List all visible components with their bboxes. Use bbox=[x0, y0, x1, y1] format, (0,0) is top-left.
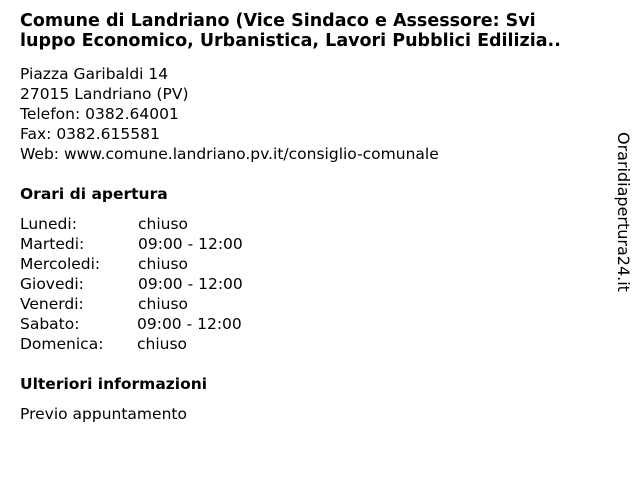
page-title-line-2: luppo Economico, Urbanistica, Lavori Pubblici Edilizia.. bbox=[20, 31, 561, 51]
hours-time: 09:00 - 12:00 bbox=[137, 315, 242, 333]
hours-day: Mercoledi: bbox=[20, 255, 101, 273]
address-web: Web: www.comune.landriano.pv.it/consiglio-comunale bbox=[20, 145, 439, 163]
hours-time: 09:00 - 12:00 bbox=[138, 275, 243, 293]
address-phone: Telefon: 0382.64001 bbox=[20, 105, 179, 123]
hours-day: Lunedi: bbox=[20, 215, 77, 233]
address-fax: Fax: 0382.615581 bbox=[20, 125, 160, 143]
address-city: 27015 Landriano (PV) bbox=[20, 85, 189, 103]
hours-day: Martedi: bbox=[20, 235, 85, 253]
address-block bbox=[20, 64, 439, 164]
hours-day: Venerdi: bbox=[20, 295, 84, 313]
hours-day: Giovedi: bbox=[20, 275, 84, 293]
watermark-text: Oraridiapertura24.it bbox=[614, 132, 633, 292]
hours-day: Domenica: bbox=[20, 335, 104, 353]
hours-time: chiuso bbox=[138, 255, 189, 273]
site-watermark bbox=[611, 132, 635, 310]
address-street: Piazza Garibaldi 14 bbox=[20, 65, 169, 83]
further-info-text: Previo appuntamento bbox=[20, 405, 187, 423]
hours-time: chiuso bbox=[138, 295, 189, 313]
hours-day: Sabato: bbox=[20, 315, 80, 333]
page-title bbox=[20, 11, 620, 51]
hours-time: chiuso bbox=[137, 335, 188, 353]
hours-time: 09:00 - 12:00 bbox=[138, 235, 243, 253]
further-info-heading: Ulteriori informazioni bbox=[20, 375, 208, 393]
hours-time: chiuso bbox=[138, 215, 189, 233]
opening-hours-heading: Orari di apertura bbox=[20, 185, 168, 203]
page-title-line-1: Comune di Landriano (Vice Sindaco e Assessore: Svi bbox=[20, 11, 536, 31]
